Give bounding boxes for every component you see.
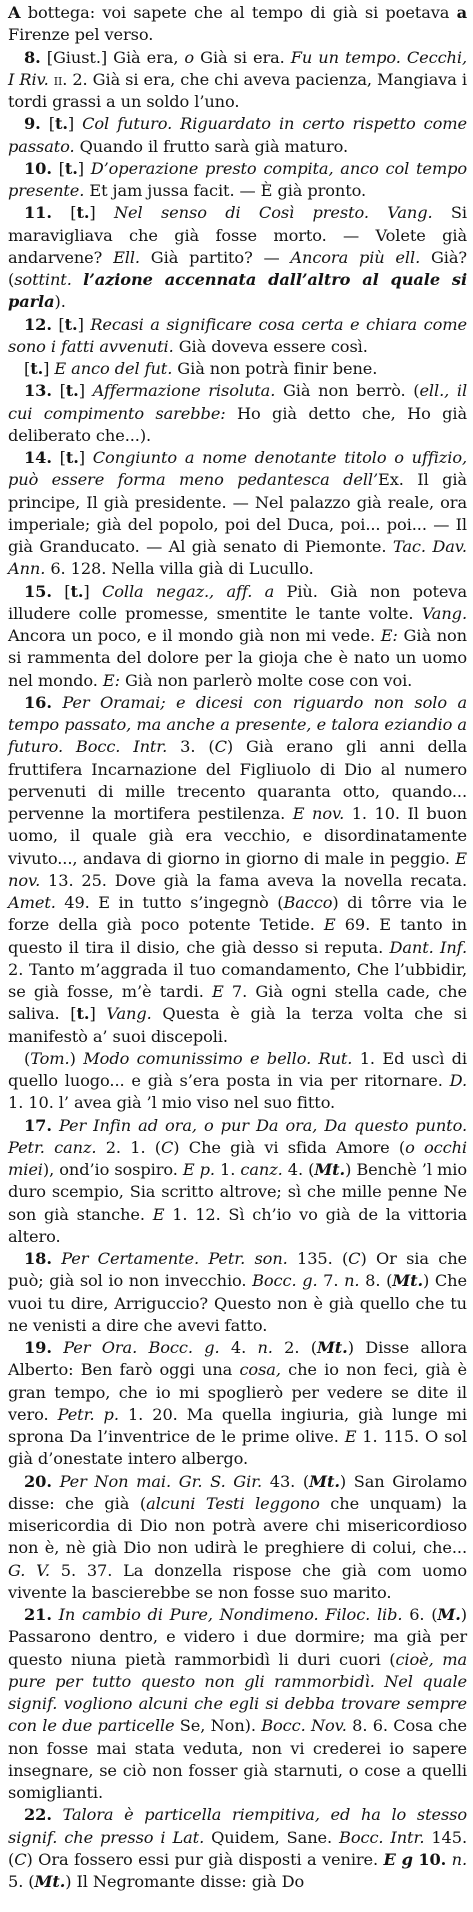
entry-paragraph: 21. In cambio di Pure, Nondimeno. Filoc. lib. 6. (M.) Passarono dentro, e videro i due dormire; ma già per questo niuna pietà rammorbidì li duri cuori (cioè, ma pure per tutto questo non gli rammorbidì. Nel quale signif. vogliono alcuni che egli si debba trovare sempre con le due particelle Se, Non). Bocc. Nov. 8. 6. Cosa che non fosse mai stata veduta, non vi crederei io sapere insegnare, se ciò non fosser già starnuti, o cose a quelli somiglianti. (8, 1605, 468, 1802)
entry-paragraph: 18. Per Certamente. Petr. son. 135. (C) Or sia che può; già sol io non invecchio. Bocc. g. 7. n. 8. (Mt.) Che vuoi tu dire, Arriguccio? Questo non è già quello che tu ne venisti a dire che avevi fatto. (8, 1249, 468, 1335)
entry-paragraph: (Tom.) Modo comunissimo e bello. Rut. 1. Ed uscì di quello luogo... e già s’era posta in via per ritornare. D. 1. 10. l’ avea già ’l mio viso nel suo fitto. (8, 1048, 467, 1113)
entry-paragraph: 9. [t.] Col futuro. Riguardato in certo rispetto come passato. Quando il frutto sarà già maturo. (8, 114, 467, 156)
entry-paragraph: 16. Per Oramai; e dicesi con riguardo non solo a tempo passato, ma anche a presente, e talora eziandio a futuro. Bocc. Intr. 3. (C) Già erano gli anni della fruttifera Incarnazione del Figliuolo di Dio al numero pervenuti di mille trecento quaranta otto, quando... pervenne la mortifera pestilenza. E nov. 1. 10. Il buon uomo, il quale già era vecchio, e disordinatamente vivuto..., andava di giorno in giorno di male in peggio. E nov. 13. 25. Dove già la fama aveva la novella recata. Amet. 49. E in tutto s’ingegnò (Bacco) di tôrre via le forze della già poco potente Tetide. E 69. E tanto in questo il tira il disio, che già desso si reputa. Dant. Inf. 2. Tanto m’aggrada il tuo comandamento, Che l’ubbidir, se già fosse, m’è tardi. E 7. Già ogni stella cade, che saliva. [t.] Vang. Questa è già la terza volta che si manifestò a’ suoi discepoli. (8, 692, 468, 1046)
entry-paragraph: 20. Per Non mai. Gr. S. Gir. 43. (Mt.) San Girolamo disse: che già (alcuni Testi leggono che unquam) la misericordia di Dio non potrà avere chi misericordioso non è, nè già Dio non udirà le preghiere di colui, che... G. V. 5. 37. La donzella rispose che già com uomo vivente la bascierebbe se non fosse suo marito. (8, 1471, 468, 1602)
entry-paragraph: 19. Per Ora. Bocc. g. 4. n. 2. (Mt.) Disse allora Alberto: Ben farò oggi una cosa, che io non feci, già è gran tempo, che io mi spoglierò per vedere se dite il vero. Petr. p. 1. 20. Ma quella ingiuria, già lunge mi sprona Da l’inventrice de le prime olive. E 1. 115. O sol già d’onestate intero albergo. (8, 1338, 467, 1469)
entry-paragraph: 11. [t.] Nel senso di Così presto. Vang. Si maravigliava che già fosse morto. — Volete già andarvene? Ell. Già partito? — Ancora più ell. Già? (sottint. l’azione accennata dall’altro al quale si parla). (8, 203, 467, 312)
entry-paragraph: 17. Per Infin ad ora, o pur Da ora, Da questo punto. Petr. canz. 2. 1. (C) Che già vi sfida Amore (o occhi miei), ond’io sospiro. E p. 1. canz. 4. (Mt.) Benchè ’l mio duro scempio, Sia scritto altrove; sì che mille penne Ne son già stanche. E 1. 12. Sì ch’io vo già de la vittoria altero. (8, 1115, 467, 1246)
entry-paragraph: 12. [t.] Recasi a significare cosa certa e chiara come sono i fatti avvenuti. Già doveva essere così. (8, 314, 467, 356)
entry-paragraph: 10. [t.] D’operazione presto compita, anco col tempo presente. Et jam jussa facit. — È già pronto. (8, 158, 467, 200)
entry-paragraph: [t.] E anco del fut. Già non potrà finir bene. (24, 359, 378, 378)
entry-paragraph: 15. [t.] Colla negaz., aff. a Più. Già non poteva illudere colle promesse, smentite le tante volte. Vang. Ancora un poco, e il mondo già non mi vede. E: Già non si rammenta del dolore per la gioja che è nato un uomo nel mondo. E: Già non parlerò molte cose con voi. (8, 581, 467, 690)
entry-paragraph: 14. [t.] Congiunto a nome denotante titolo o uffizio, può essere forma meno pedantesca dell’Ex. Il già principe, Il già presidente. — Nel palazzo già reale, ora imperiale; già del popolo, poi del Duca, poi... poi... — Il già Granducato. — Al già senato di Piemonte. Tac. Dav. Ann. 6. 128. Nella villa già di Lucullo. (8, 448, 468, 579)
entry-paragraph: 22. Talora è particella riempitiva, ed ha lo stesso signif. che presso i Lat. Quidem, Sane. Bocc. Intr. 145. (C) Ora fossero essi pur già disposti a venire. E g 10. n. 5. (Mt.) Il Negromante disse: già Do (8, 1805, 468, 1891)
entry-paragraph: 13. [t.] Affermazione risoluta. Già non berrò. (ell., il cui compimento sarebbe: Ho già detto che, Ho già deliberato che...). (8, 381, 468, 445)
entry-paragraph: A bottega: voi sapete che al tempo di già si poetava a Firenze pel verso. (8, 3, 467, 45)
entry-paragraph: 8. [Giust.] Già era, o Già si era. Fu un tempo. Cecchi, I Riv. ii. 2. Già si era, che chi aveva pacienza, Mangiava i tordi grassi a un soldo l’uno. (8, 47, 467, 111)
